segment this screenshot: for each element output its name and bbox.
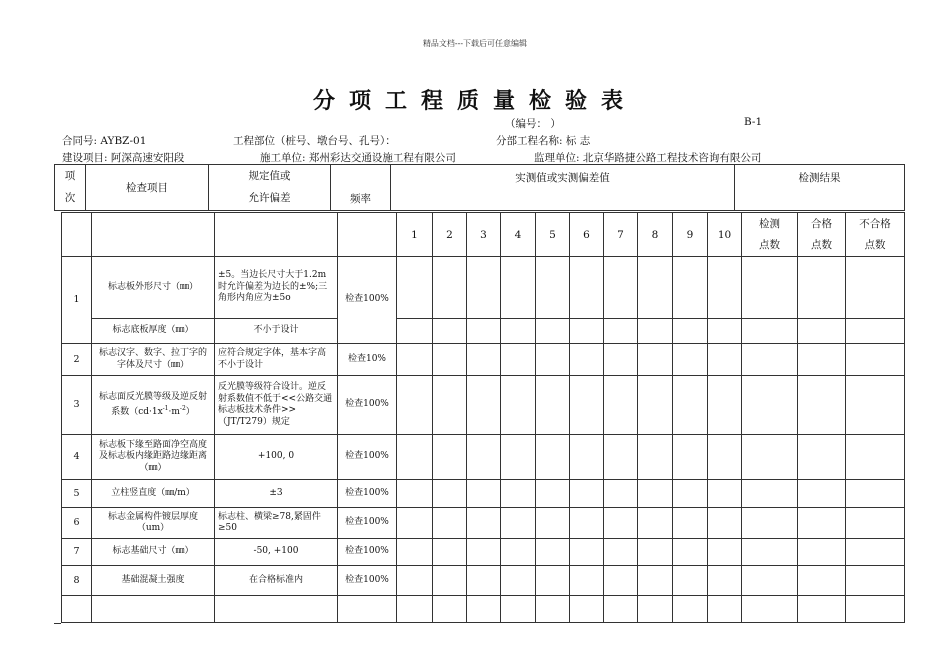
row-frequency: 检查100% <box>345 487 389 498</box>
row-check-item: 标志板外形尺寸（㎜） <box>107 281 198 292</box>
row-frequency: 检查100% <box>345 451 389 462</box>
row-frequency: 检查100% <box>345 399 389 410</box>
construction-project: 建设项目: 阿深高速安阳段 <box>62 152 185 164</box>
row-spec: 反光膜等级符合设计。逆反射系数值不低于<<公路交通标志板技术条件>>（JT/T279）规定 <box>218 382 333 427</box>
measure-col-header: 6 <box>583 228 590 241</box>
table-vline <box>603 212 604 623</box>
row-item-no: 6 <box>73 517 80 528</box>
row-spec: ±5。当边长尺寸大于1.2m时允许偏差为边长的±%;三角形内角应为±5o <box>218 270 328 304</box>
header-item-no-top: 项 <box>64 170 76 182</box>
row-frequency: 检查100% <box>345 546 389 557</box>
row-spec: 在合格标准内 <box>248 574 303 585</box>
row-item-no: 7 <box>73 546 80 557</box>
table-vline <box>500 212 501 623</box>
row-item-no: 3 <box>73 399 80 410</box>
header-fail-points: 不合格 点数 <box>859 217 891 251</box>
contract-number: 合同号: AYBZ-01 <box>62 135 147 147</box>
measure-col-header: 4 <box>514 228 522 241</box>
bottom-rule <box>54 623 61 624</box>
form-code: B-1 <box>744 116 763 128</box>
table-vline <box>637 212 638 623</box>
work-location: 工程部位（桩号、墩台号、孔号）： <box>233 135 396 147</box>
table-vline <box>569 212 570 623</box>
table-hline <box>61 622 905 623</box>
table-vline <box>396 212 397 623</box>
measure-col-header: 8 <box>651 228 659 241</box>
header-item-no-bottom: 次 <box>64 192 76 204</box>
row-item-no: 8 <box>73 574 80 586</box>
row-check-item: 标志基础尺寸（㎜） <box>112 546 194 557</box>
measure-col-header: 5 <box>549 228 556 241</box>
header-measured: 实测值或实测偏差值 <box>515 172 610 184</box>
row-item-no: 5 <box>73 487 80 499</box>
table-vline <box>672 212 673 623</box>
sub-project-name: 分部工程名称: 标 志 <box>496 135 591 147</box>
row-check-item: 立柱竖直度（㎜/m） <box>111 487 195 498</box>
measure-col-header: 3 <box>480 228 487 241</box>
measure-col-header: 10 <box>717 228 732 241</box>
measure-col-header: 9 <box>686 228 694 241</box>
row-item-no: 4 <box>73 451 80 462</box>
table-hline <box>61 595 905 596</box>
supervision-unit: 监理单位: 北京华路捷公路工程技术咨询有限公司 <box>534 152 762 164</box>
header-result: 检测结果 <box>798 172 841 184</box>
header-check-item: 检查项目 <box>126 181 168 194</box>
row-check-item: 标志板下缘至路面净空高度及标志板内缘距路边缘距离（㎜） <box>98 439 207 473</box>
table-vline <box>466 212 467 623</box>
table-vline <box>535 212 536 623</box>
row-check-item: 标志金属构件镀层厚度（um） <box>107 511 198 533</box>
row-check-item: 基础混凝土强度 <box>121 574 185 585</box>
serial-number: （编号： ） <box>505 118 561 130</box>
table-vline <box>845 212 846 623</box>
header-check-points: 检测 点数 <box>759 217 780 251</box>
header-spec-bottom: 允许偏差 <box>248 192 291 204</box>
table-vline <box>797 212 798 623</box>
row-frequency: 检查100% <box>345 574 389 585</box>
row-frequency: 检查10% <box>347 353 386 364</box>
row-frequency: 检查100% <box>345 294 389 305</box>
row-frequency: 检查100% <box>345 517 389 528</box>
row-check-item: 标志面反光膜等级及逆反射系数$(cd\cdot 1x^{-1}\cdot m^{-2})$ <box>98 391 207 417</box>
row-spec: 标志柱、横梁≥78,紧固件≥50 <box>218 511 321 533</box>
contractor-unit: 施工单位: 郑州彩达交通设施工程有限公司 <box>260 152 456 164</box>
row-item-no: 2 <box>73 353 80 365</box>
row-spec: 应符合规定字体，基本字高不小于设计 <box>218 348 327 370</box>
watermark-text: 精品文档---下载后可任意编辑 <box>422 39 528 48</box>
table-vline <box>707 212 708 623</box>
header-spec-top: 规定值或 <box>248 170 291 182</box>
table-hline <box>396 318 905 319</box>
row-spec: +100, 0 <box>257 451 295 462</box>
measure-col-header: 7 <box>617 228 624 241</box>
table-vline <box>432 212 433 623</box>
header-pass-points: 合格 点数 <box>811 217 832 251</box>
page-title: 分项工程质量检验表 <box>312 88 637 114</box>
measure-col-header: 1 <box>411 228 418 241</box>
row-spec: 不小于设计 <box>253 325 299 336</box>
measure-col-header: 2 <box>446 228 453 241</box>
row-spec: -50, +100 <box>253 546 299 557</box>
row-spec: ±3 <box>269 487 283 498</box>
row-item-no: 1 <box>73 294 80 305</box>
table-vline <box>904 212 905 623</box>
table-vline <box>741 212 742 623</box>
row-check-item: 标志汉字、数字、拉丁字的字体及尺寸（㎜） <box>98 348 207 370</box>
row-check-item: 标志底板厚度（㎜） <box>112 325 194 336</box>
header-frequency: 频率 <box>350 193 371 205</box>
